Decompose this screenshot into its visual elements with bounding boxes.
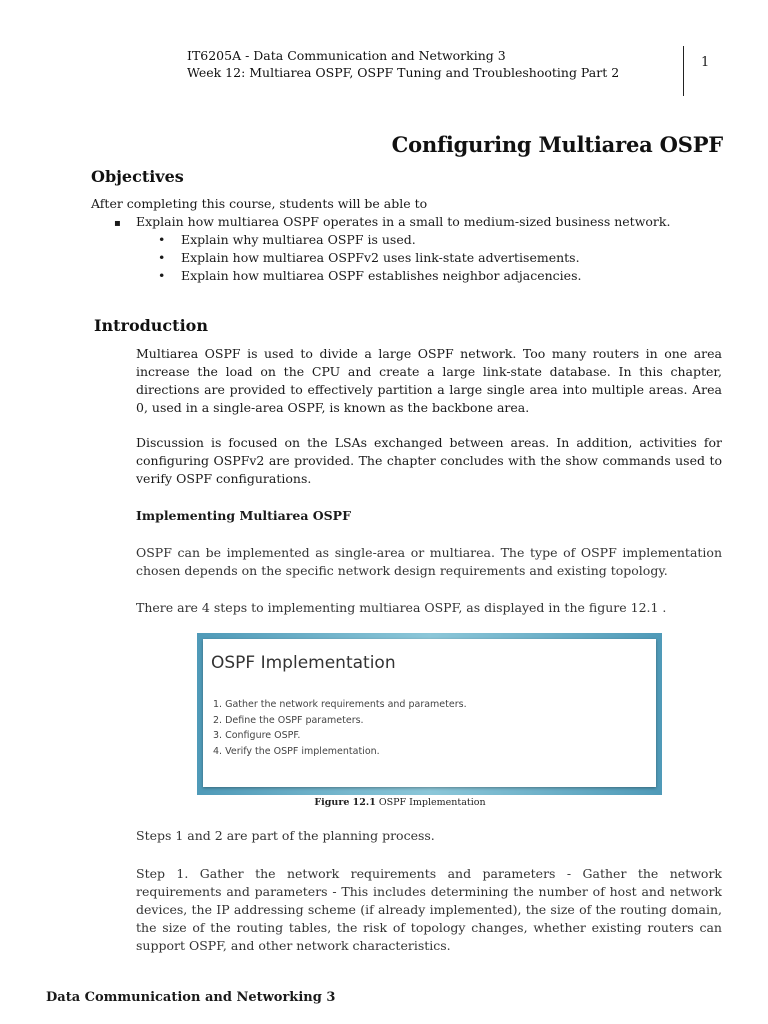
header-course-line: IT6205A - Data Communication and Networking 3 — [187, 48, 506, 63]
objective-sub-text: Explain how multiarea OSPF establishes neighbor adjacencies. — [181, 268, 582, 283]
page-number: 1 — [701, 55, 710, 70]
figure-list-item: 2. Define the OSPF parameters. — [213, 714, 364, 726]
dot-bullet-icon: • — [158, 250, 166, 265]
objectives-heading: Objectives — [91, 167, 184, 186]
page-title: Configuring Multiarea OSPF — [391, 132, 723, 157]
objective-sub-item — [158, 231, 416, 249]
implementing-paragraph: OSPF can be implemented as single-area or multiarea. The type of OSPF implementation chosen depends on the specific network design requirements and existing topology. — [136, 545, 722, 578]
objective-sub-item — [158, 249, 580, 267]
objective-main-text: Explain how multiarea OSPF operates in a small to medium-sized business network. — [136, 214, 671, 229]
step-1-paragraph: Step 1. Gather the network requirements and parameters - Gather the network requirements and parameters - This includes determining the number of host and network devices, the IP addressing scheme (if already implemented), the size of the routing domain, the size of the routing tables, the risk of topology changes, whether existing routers can support OSPF, and other network characteristics. — [136, 866, 722, 953]
figure-list-item: 3. Configure OSPF. — [213, 730, 301, 741]
figure-title: OSPF Implementation — [211, 653, 396, 673]
figure-list-item: 1. Gather the network requirements and parameters. — [213, 699, 467, 710]
introduction-paragraph: Multiarea OSPF is used to divide a large OSPF network. Too many routers in one area increase the load on the CPU and create a large link-state database. In this chapter, directions are provided to effectively partition a large single area into multiple areas. Area 0, used in a single-area OSPF, is known as the backbone area. — [136, 346, 722, 415]
objectives-intro: After completing this course, students will be able to — [91, 196, 428, 211]
introduction-heading: Introduction — [94, 316, 208, 335]
figure-12-1 — [197, 633, 662, 795]
implementing-heading: Implementing Multiarea OSPF — [136, 508, 351, 523]
dot-bullet-icon: • — [158, 232, 166, 247]
header-week-line: Week 12: Multiarea OSPF, OSPF Tuning and Troubleshooting Part 2 — [187, 65, 620, 80]
objective-sub-text: Explain why multiarea OSPF is used. — [181, 232, 416, 247]
figure-list — [213, 697, 467, 759]
objective-sub-item — [158, 267, 581, 285]
introduction-paragraph: Discussion is focused on the LSAs exchanged between areas. In addition, activities for configuring OSPFv2 are provided. The chapter concludes with the show commands used to verify OSPF configurations. — [136, 435, 722, 486]
figure-caption-label: Figure 12.1 — [314, 797, 376, 808]
figure-caption-text: OSPF Implementation — [375, 797, 486, 808]
objective-main-item — [114, 213, 670, 233]
figure-caption — [10, 797, 768, 808]
figure-list-item: 4. Verify the OSPF implementation. — [213, 745, 380, 757]
dot-bullet-icon: • — [158, 268, 166, 283]
objective-sub-text: Explain how multiarea OSPFv2 uses link-state advertisements. — [181, 250, 580, 265]
page-footer: Data Communication and Networking 3 — [46, 990, 336, 1005]
planning-note: Steps 1 and 2 are part of the planning process. — [136, 828, 435, 843]
header-divider — [683, 46, 684, 96]
implementing-paragraph: There are 4 steps to implementing multiarea OSPF, as displayed in the figure 12.1 . — [136, 600, 667, 615]
figure-panel — [203, 639, 656, 787]
square-bullet-icon: ▪ — [114, 218, 121, 229]
